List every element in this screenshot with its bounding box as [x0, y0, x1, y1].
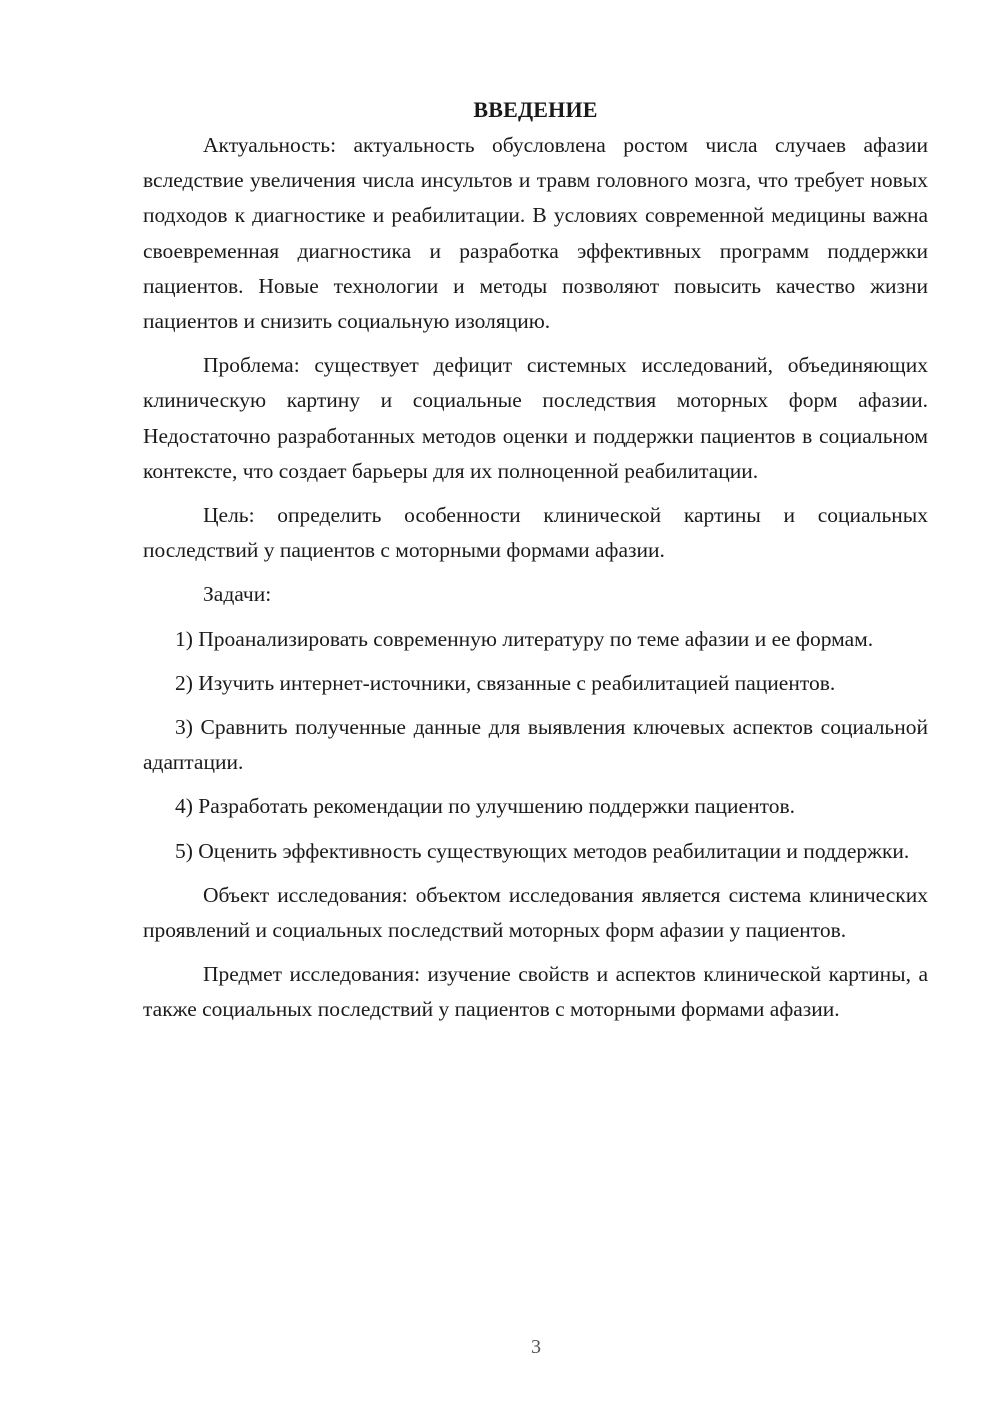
- page-content: [143, 92, 928, 1028]
- task-item-1: 1) Проанализировать современную литературу по теме афазии и ее формам.: [175, 626, 874, 651]
- page-title: ВВЕДЕНИЕ: [473, 97, 598, 122]
- subject-paragraph: Предмет исследования: изучение свойств и аспектов клинической картины, а также социальных последствий у пациентов с моторными формами афазии.: [143, 962, 928, 1022]
- task-item-3: 3) Сравнить полученные данные для выявления ключевых аспектов социальной адаптации.: [143, 715, 928, 775]
- goal-paragraph: Цель: определить особенности клинической картины и социальных последствий у пациентов с моторными формами афазии.: [143, 503, 928, 563]
- task-item-5: 5) Оценить эффективность существующих методов реабилитации и поддержки.: [175, 838, 910, 863]
- problem-paragraph: Проблема: существует дефицит системных исследований, объединяющих клиническую картину и социальные последствия моторных форм афазии. Недостаточно разработанных методов оценки и поддержки пациентов в социальном контексте, что создает барьеры для их полноценной реабилитации.: [143, 353, 928, 483]
- task-item-2: 2) Изучить интернет-источники, связанные с реабилитацией пациентов.: [175, 670, 836, 695]
- tasks-heading: Задачи:: [203, 582, 272, 607]
- relevance-paragraph: Актуальность: актуальность обусловлена ростом числа случаев афазии вследствие увеличения числа инсультов и травм головного мозга, что требует новых подходов к диагностике и реабилитации. В условиях современной медицины важна своевременная диагностика и разработка эффективных программ поддержки пациентов. Новые технологии и методы позволяют повысить качество жизни пациентов и снизить социальную изоляцию.: [143, 133, 928, 334]
- task-item-4: 4) Разработать рекомендации по улучшению поддержки пациентов.: [175, 794, 795, 819]
- object-paragraph: Объект исследования: объектом исследования является система клинических проявлений и социальных последствий моторных форм афазии у пациентов.: [143, 882, 928, 943]
- page-number: 3: [531, 1336, 541, 1358]
